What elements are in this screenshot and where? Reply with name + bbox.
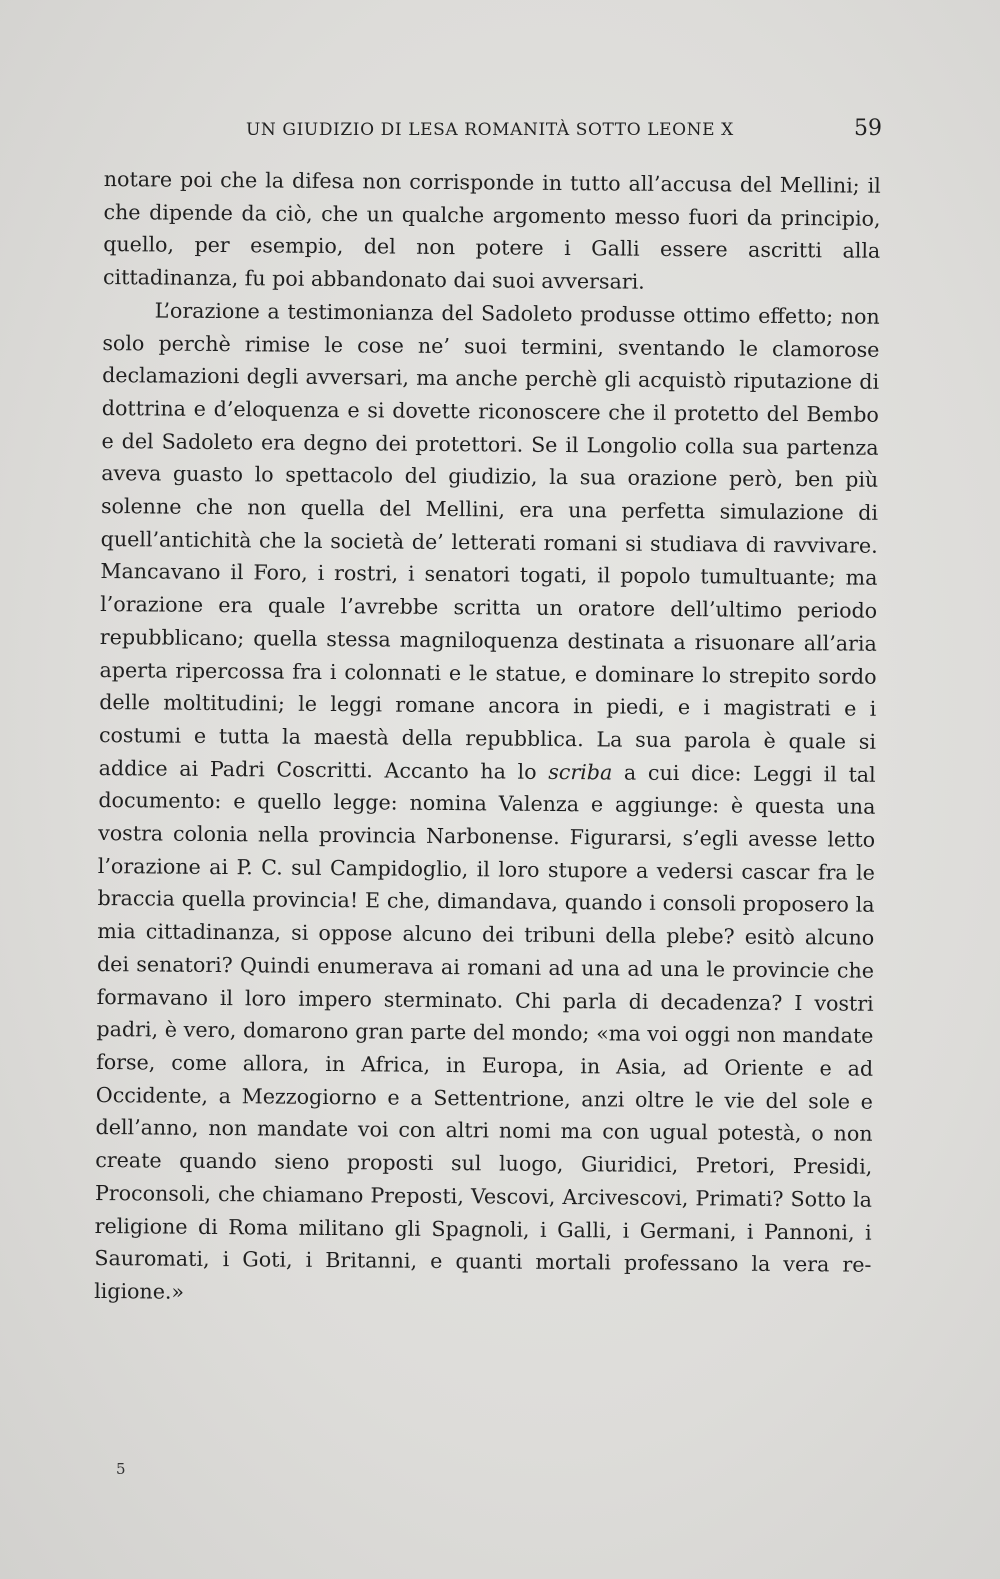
- body-text: [94, 163, 881, 1314]
- signature-mark: 5: [116, 1460, 126, 1478]
- paragraph-2-text-after: a cui dice: Leggi il tal documento: e quello legge: nomina Valenza e aggiunge: è questa una vostra colonia nella provincia Narbonense. Figurarsi, s’egli avesse letto l’orazione ai P. C. sul Campidoglio, il loro stupore a vedersi cascar fra le braccia quella provincia! E che, dimandava, quando i consoli proposero la mia cittadinanza, si oppose alcuno dei tribuni della plebe? esitò alcuno dei senatori? Quindi enumerava ai romani ad una ad una le provincie che formavano il loro impero sterminato. Chi parla di decadenza? I vostri padri, è vero, domarono gran parte del mondo; «ma voi oggi non mandate forse, come allora, in Africa, in Europa, in Asia, ad Oriente e ad Occidente, a Mezzogiorno e a Settentrione, anzi oltre le vie del sole e dell’anno, non mandate voi con altri nomi ma con ugual potestà, o non create quando sieno proposti sul luogo, Giuridici, Pretori, Presidi, Proconsoli, che chiamano Preposti, Vescovi, Arcivescovi, Primati? Sotto la religione di Roma militano gli Spagnoli, i Galli, i Germani, i Pannoni, i Sauromati, i Goti, i Britanni, e quanti mortali professano la vera religione.»: [94, 760, 876, 1304]
- paragraph-2-italic-word: scriba: [548, 759, 613, 785]
- paragraph-2-text-before: L’orazione a testimonianza del Sadoleto produsse ottimo effetto; non solo perchè rimise le cose ne’ suoi termini, sventando le clamorose declamazioni degli avversari, ma anche perchè gli acquistò riputazione di dottrina e d’eloquenza e si dovette riconoscere che il protetto del Bembo e del Sadoleto era degno dei protettori. Se il Longolio colla sua partenza aveva guasto lo spettacolo del giudizio, la sua orazione però, ben più solenne che non quella del Mellini, era una perfetta simulazione di quell’antichità che la società de’ letterati romani si studiava di ravvivare. Mancavano il Foro, i rostri, i senatori togati, il popolo tumultuante; ma l’orazione era quale l’avrebbe scritta un oratore dell’ultimo periodo repubblicano; quella stessa magniloquenza destinata a risuonare all’aria aperta ripercossa fra i colonnati e le statue, e dominare lo strepito sordo delle moltitudini; le leggi romane ancora in piedi, e i magistrati e i costumi e tutta la maestà della repubblica. La sua parola è quale si addice ai Padri Coscritti. Accanto ha lo: [98, 298, 880, 784]
- paragraph-1: notare poi che la difesa non corrisponde in tutto all’accusa del Mellini; il che dipende da ciò, che un qualche argomento messo fuori da principio, quello, per esempio, del non potere i Galli essere ascritti alla cittadinanza, fu poi abbandonato dai suoi avversari.: [102, 166, 881, 294]
- running-head: [246, 116, 882, 146]
- paragraph-2: [94, 294, 880, 1315]
- page-number: 59: [854, 116, 882, 141]
- running-title: UN GIUDIZIO DI LESA ROMANITÀ SOTTO LEONE X: [246, 120, 734, 140]
